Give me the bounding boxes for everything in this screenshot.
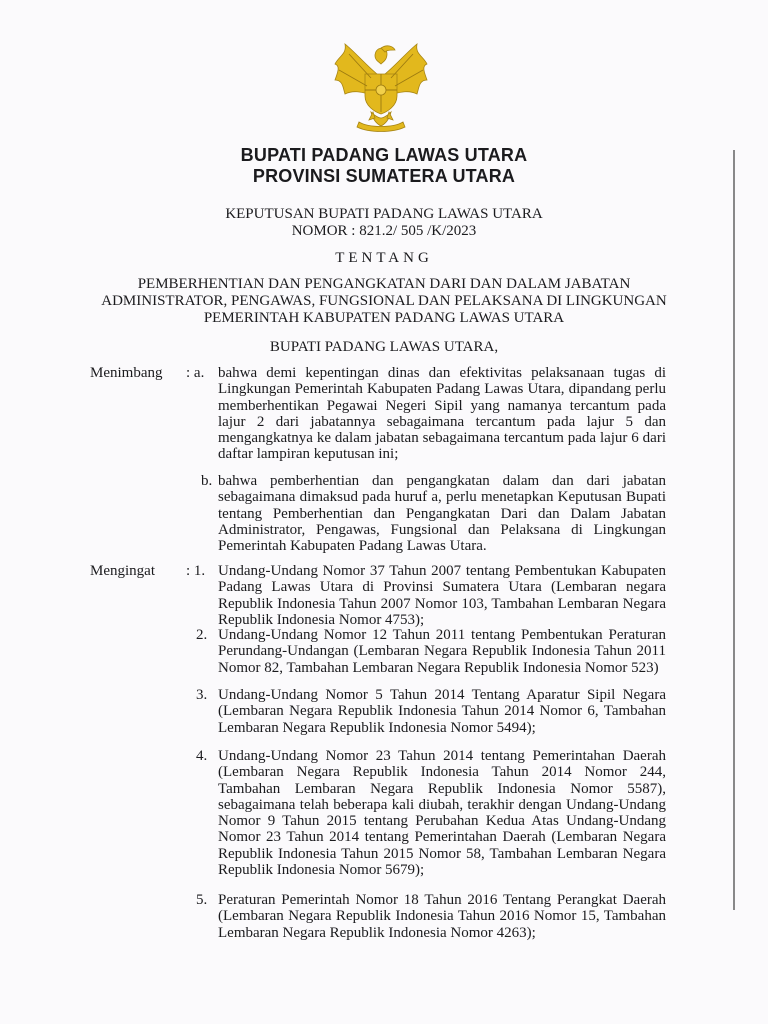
item-marker: : a. (186, 365, 205, 381)
item-marker: 5. (196, 892, 208, 908)
authority-line: BUPATI PADANG LAWAS UTARA, (269, 339, 499, 355)
header-line-2: PROVINSI SUMATERA UTARA (252, 166, 516, 186)
page-edge-line (733, 150, 735, 910)
item-marker: 2. (196, 627, 208, 643)
mengingat-item-3: Undang-Undang Nomor 5 Tahun 2014 Tentang Aparatur Sipil Negara (Lembaran Negara Republik Indonesia Tahun 2014 Nomor 6, Tambahan Lembaran Negara Republik Indonesia Nomor 5494); (218, 687, 666, 736)
menimbang-label: Menimbang (90, 365, 163, 381)
subject-line: PEMBERHENTIAN DAN PENGANGKATAN DARI DAN DALAM JABATAN (137, 276, 631, 292)
subject-line: PEMERINTAH KABUPATEN PADANG LAWAS UTARA (203, 310, 565, 326)
item-marker: 4. (196, 748, 208, 764)
mengingat-item-1: Undang-Undang Nomor 37 Tahun 2007 tentang Pembentukan Kabupaten Padang Lawas Utara di Provinsi Sumatera Utara (Lembaran negara Republik Indonesia Tahun 2007 Nomor 103, Tambahan Lembaran Negara Republik Indonesia Nomor 4753); (218, 563, 666, 628)
subject-line: ADMINISTRATOR, PENGAWAS, FUNGSIONAL DAN PELAKSANA DI LINGKUNGAN (101, 293, 667, 309)
menimbang-item-a: bahwa demi kepentingan dinas dan efektivitas pelaksanaan tugas di Lingkungan Pemerintah Kabupaten Padang Lawas Utara, dipandang perlu memberhentikan Pegawai Negeri Sipil yang namanya tercantum pada lajur 2 dari jabatannya sebagaimana tercantum pada lajur 5 dan mengangkatnya ke dalam jabatan sebagaimana tercantum pada lajur 6 dari daftar lampiran keputusan ini; (218, 365, 666, 463)
mengingat-item-2: Undang-Undang Nomor 12 Tahun 2011 tentang Pembentukan Peraturan Perundang-Undangan (Lembaran Negara Republik Indonesia Tahun 2011 Nomor 82, Tambahan Lembaran Negara Republik Indonesia Nomor 523) (218, 627, 666, 676)
decree-title: KEPUTUSAN BUPATI PADANG LAWAS UTARA (225, 206, 543, 222)
mengingat-item-5: Peraturan Pemerintah Nomor 18 Tahun 2016 Tentang Perangkat Daerah (Lembaran Negara Republik Indonesia Tahun 2016 Nomor 15, Tambahan Lembaran Negara Republik Indonesia Nomor 4263); (218, 892, 666, 941)
mengingat-item-4: Undang-Undang Nomor 23 Tahun 2014 tentang Pemerintahan Daerah (Lembaran Negara Republik Indonesia Tahun 2014 Nomor 244, Tambahan Lembaran Negara Republik Indonesia Nomor 5587), sebagaimana telah beberapa kali diubah, terakhir dengan Undang-Undang Nomor 9 Tahun 2015 tentang Perubahan Kedua Atas Undang-Undang Nomor 23 Tahun 2014 tentang Pemerintahan Daerah (Lembaran Negara Republik Indonesia Tahun 2015 Nomor 58, Tambahan Lembaran Negara Republik Indonesia Nomor 5679); (218, 748, 666, 879)
garuda-pancasila-emblem-icon (325, 34, 437, 134)
header-line-1: BUPATI PADANG LAWAS UTARA (240, 145, 528, 165)
decree-number: NOMOR : 821.2/ 505 /K/2023 (291, 223, 477, 239)
menimbang-item-b: bahwa pemberhentian dan pengangkatan dalam dan dari jabatan sebagaimana dimaksud pada huruf a, perlu menetapkan Keputusan Bupati tentang Pemberhentian dan Pengangkatan Dari dan Dalam Jabatan Administrator, Pengawas, Fungsional dan Pelaksana di Lingkungan Pemerintah Kabupaten Padang Lawas Utara. (218, 473, 666, 555)
tentang-heading: TENTANG (335, 250, 433, 266)
mengingat-label: Mengingat (90, 563, 155, 579)
item-marker: : 1. (186, 563, 206, 579)
item-marker: b. (201, 473, 213, 489)
item-marker: 3. (196, 687, 208, 703)
